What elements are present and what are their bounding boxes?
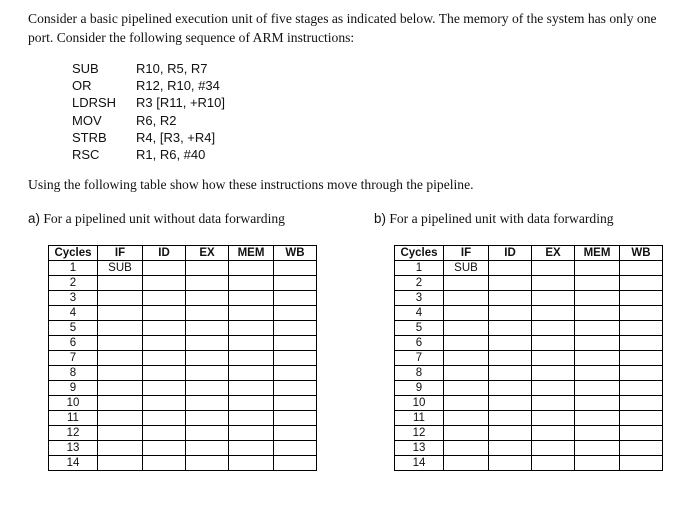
- column-header-id: ID: [489, 246, 532, 261]
- table-row: [395, 276, 663, 291]
- stage-cell-if: [98, 366, 143, 381]
- stage-cell-wb: [620, 441, 663, 456]
- cycle-cell: 2: [395, 276, 444, 291]
- column-header-mem: MEM: [229, 246, 274, 261]
- part-b-text: For a pipelined unit with data forwarding: [389, 211, 614, 226]
- cycle-cell: 10: [49, 396, 98, 411]
- stage-cell-if: [444, 381, 489, 396]
- stage-cell-wb: [274, 396, 317, 411]
- stage-cell-wb: [274, 381, 317, 396]
- stage-cell-mem: [575, 411, 620, 426]
- table-row: [395, 396, 663, 411]
- part-b-letter: b): [374, 211, 386, 226]
- stage-cell-if: [444, 366, 489, 381]
- stage-cell-ex: [186, 456, 229, 471]
- table-row: [49, 261, 317, 276]
- cycle-cell: 4: [395, 306, 444, 321]
- cycle-cell: 12: [395, 426, 444, 441]
- stage-cell-wb: [620, 276, 663, 291]
- instruction-opcode: SUB: [72, 61, 99, 76]
- instruction-opcode: OR: [72, 78, 92, 94]
- stage-cell-mem: [575, 381, 620, 396]
- column-header-ex: EX: [532, 246, 575, 261]
- stage-cell-if: [444, 426, 489, 441]
- stage-cell-if: SUB: [98, 261, 143, 276]
- table-row: [395, 336, 663, 351]
- table-row: [49, 441, 317, 456]
- stage-cell-wb: [620, 426, 663, 441]
- stage-cell-ex: [532, 411, 575, 426]
- intro-paragraph: Consider a basic pipelined execution unit of five stages as indicated below. The memory of the system has only one port. Consider the following sequence of ARM instructions:: [28, 11, 657, 45]
- stage-cell-ex: [532, 336, 575, 351]
- cycle-cell: 14: [395, 456, 444, 471]
- instruction-operands: R6, R2: [136, 112, 177, 128]
- stage-cell-mem: [575, 441, 620, 456]
- stage-cell-id: [143, 336, 186, 351]
- stage-cell-ex: [532, 366, 575, 381]
- stage-cell-mem: [575, 291, 620, 306]
- table-row: [395, 261, 663, 276]
- stage-cell-id: [489, 426, 532, 441]
- stage-cell-if: [444, 411, 489, 426]
- stage-cell-if: [444, 396, 489, 411]
- table-row: [49, 396, 317, 411]
- stage-cell-id: [489, 456, 532, 471]
- stage-cell-id: [489, 291, 532, 306]
- stage-cell-ex: [532, 276, 575, 291]
- stage-cell-if: [444, 351, 489, 366]
- stage-cell-mem: [575, 366, 620, 381]
- stage-cell-wb: [620, 336, 663, 351]
- cycle-cell: 1: [49, 261, 98, 276]
- stage-cell-if: [98, 321, 143, 336]
- stage-cell-mem: [575, 306, 620, 321]
- stage-cell-id: [489, 366, 532, 381]
- stage-cell-mem: [229, 441, 274, 456]
- part-b-label: [374, 211, 614, 227]
- stage-cell-id: [143, 456, 186, 471]
- cycle-cell: 11: [395, 411, 444, 426]
- stage-cell-ex: [186, 366, 229, 381]
- stage-cell-mem: [575, 261, 620, 276]
- stage-cell-wb: [274, 441, 317, 456]
- cycle-cell: 13: [395, 441, 444, 456]
- stage-cell-id: [489, 336, 532, 351]
- stage-cell-ex: [532, 261, 575, 276]
- table-row: [395, 351, 663, 366]
- stage-cell-ex: [532, 426, 575, 441]
- stage-cell-if: [98, 411, 143, 426]
- stage-cell-mem: [229, 261, 274, 276]
- stage-cell-ex: [186, 351, 229, 366]
- stage-cell-id: [143, 366, 186, 381]
- column-header-id: ID: [143, 246, 186, 261]
- instruction-opcode: MOV: [72, 112, 102, 128]
- stage-cell-id: [489, 276, 532, 291]
- stage-cell-wb: [274, 261, 317, 276]
- stage-cell-ex: [186, 396, 229, 411]
- instruction-operands: R4, [R3, +R4]: [136, 129, 216, 145]
- stage-cell-if: [444, 276, 489, 291]
- table-row: [49, 306, 317, 321]
- table-row: [395, 441, 663, 456]
- stage-cell-id: [143, 321, 186, 336]
- stage-cell-ex: [532, 306, 575, 321]
- table-row: [395, 321, 663, 336]
- stage-cell-wb: [274, 321, 317, 336]
- stage-cell-mem: [229, 321, 274, 336]
- stage-cell-mem: [575, 351, 620, 366]
- table-row: [49, 336, 317, 351]
- stage-cell-mem: [575, 426, 620, 441]
- stage-cell-if: [98, 291, 143, 306]
- stage-cell-ex: [186, 441, 229, 456]
- stage-cell-id: [143, 261, 186, 276]
- cycle-cell: 13: [49, 441, 98, 456]
- stage-cell-if: [444, 321, 489, 336]
- stage-cell-if: [98, 396, 143, 411]
- table-row: [395, 411, 663, 426]
- table-row: [49, 426, 317, 441]
- stage-cell-ex: [532, 291, 575, 306]
- column-header-wb: WB: [620, 246, 663, 261]
- stage-cell-id: [489, 261, 532, 276]
- stage-cell-mem: [229, 276, 274, 291]
- stage-cell-if: [444, 456, 489, 471]
- stage-cell-ex: [186, 336, 229, 351]
- stage-cell-wb: [274, 336, 317, 351]
- stage-cell-id: [143, 351, 186, 366]
- stage-cell-wb: [274, 456, 317, 471]
- stage-cell-wb: [620, 351, 663, 366]
- stage-cell-id: [143, 291, 186, 306]
- stage-cell-ex: [186, 306, 229, 321]
- stage-cell-mem: [229, 351, 274, 366]
- cycle-cell: 7: [395, 351, 444, 366]
- stage-cell-id: [143, 441, 186, 456]
- stage-cell-if: [98, 351, 143, 366]
- table-row: [49, 456, 317, 471]
- stage-cell-id: [143, 381, 186, 396]
- usage-instruction: Using the following table show how these instructions move through the pipeline.: [28, 177, 474, 192]
- stage-cell-if: [98, 456, 143, 471]
- stage-cell-if: [98, 336, 143, 351]
- table-row: [395, 456, 663, 471]
- stage-cell-mem: [575, 456, 620, 471]
- stage-cell-ex: [186, 381, 229, 396]
- stage-cell-mem: [229, 411, 274, 426]
- table-header-row: [395, 246, 663, 261]
- cycle-cell: 8: [49, 366, 98, 381]
- stage-cell-id: [489, 411, 532, 426]
- stage-cell-id: [489, 396, 532, 411]
- part-a-label: [28, 211, 285, 227]
- column-header-mem: MEM: [575, 246, 620, 261]
- stage-cell-id: [143, 396, 186, 411]
- instruction-row: [72, 146, 225, 163]
- stage-cell-ex: [532, 321, 575, 336]
- stage-cell-wb: [620, 261, 663, 276]
- cycle-cell: 8: [395, 366, 444, 381]
- stage-cell-wb: [620, 396, 663, 411]
- stage-cell-mem: [229, 456, 274, 471]
- stage-cell-wb: [620, 411, 663, 426]
- instruction-row: [72, 60, 225, 77]
- table-row: [395, 291, 663, 306]
- stage-cell-wb: [620, 306, 663, 321]
- instruction-opcode: RSC: [72, 146, 100, 162]
- stage-cell-wb: [274, 426, 317, 441]
- stage-cell-mem: [229, 426, 274, 441]
- cycle-cell: 3: [395, 291, 444, 306]
- stage-cell-ex: [532, 441, 575, 456]
- cycle-cell: 9: [395, 381, 444, 396]
- cycle-cell: 6: [49, 336, 98, 351]
- instruction-opcode: STRB: [72, 129, 107, 145]
- part-a-text: For a pipelined unit without data forwarding: [43, 211, 285, 226]
- instruction-operands: R10, R5, R7: [136, 61, 208, 76]
- stage-cell-ex: [532, 381, 575, 396]
- table-row: [395, 306, 663, 321]
- table-row: [49, 276, 317, 291]
- stage-cell-id: [143, 306, 186, 321]
- stage-cell-wb: [620, 321, 663, 336]
- stage-cell-id: [489, 306, 532, 321]
- stage-cell-mem: [229, 366, 274, 381]
- stage-cell-wb: [274, 291, 317, 306]
- stage-cell-id: [143, 276, 186, 291]
- stage-cell-if: [444, 441, 489, 456]
- cycle-cell: 3: [49, 291, 98, 306]
- instruction-row: [72, 77, 225, 94]
- instruction-list: [72, 60, 225, 163]
- stage-cell-id: [489, 381, 532, 396]
- stage-cell-if: [98, 441, 143, 456]
- table-row: [395, 426, 663, 441]
- stage-cell-if: SUB: [444, 261, 489, 276]
- stage-cell-mem: [575, 396, 620, 411]
- cycle-cell: 7: [49, 351, 98, 366]
- column-header-cycles: Cycles: [49, 246, 98, 261]
- stage-cell-id: [489, 441, 532, 456]
- pipeline-table-a: [48, 245, 317, 471]
- instruction-row: [72, 112, 225, 129]
- cycle-cell: 4: [49, 306, 98, 321]
- part-a-letter: a): [28, 211, 40, 226]
- instruction-row: [72, 129, 225, 146]
- stage-cell-mem: [575, 336, 620, 351]
- table-row: [49, 411, 317, 426]
- instruction-operands: R1, R6, #40: [136, 146, 206, 162]
- stage-cell-mem: [229, 306, 274, 321]
- stage-cell-ex: [532, 396, 575, 411]
- pipeline-table-b: [394, 245, 663, 471]
- cycle-cell: 6: [395, 336, 444, 351]
- stage-cell-wb: [620, 366, 663, 381]
- stage-cell-wb: [274, 411, 317, 426]
- table-header-row: [49, 246, 317, 261]
- stage-cell-ex: [532, 456, 575, 471]
- column-header-wb: WB: [274, 246, 317, 261]
- stage-cell-id: [143, 426, 186, 441]
- stage-cell-wb: [274, 276, 317, 291]
- stage-cell-mem: [229, 396, 274, 411]
- stage-cell-wb: [620, 456, 663, 471]
- table-row: [49, 381, 317, 396]
- stage-cell-ex: [186, 291, 229, 306]
- table-row: [395, 381, 663, 396]
- table-row: [395, 366, 663, 381]
- instruction-operands: R3 [R11, +R10]: [136, 95, 226, 111]
- table-row: [49, 366, 317, 381]
- stage-cell-ex: [186, 276, 229, 291]
- stage-cell-wb: [274, 366, 317, 381]
- stage-cell-id: [143, 411, 186, 426]
- stage-cell-if: [98, 381, 143, 396]
- cycle-cell: 14: [49, 456, 98, 471]
- stage-cell-if: [444, 306, 489, 321]
- stage-cell-if: [444, 291, 489, 306]
- stage-cell-ex: [186, 321, 229, 336]
- stage-cell-id: [489, 321, 532, 336]
- stage-cell-wb: [620, 291, 663, 306]
- stage-cell-if: [98, 426, 143, 441]
- stage-cell-mem: [229, 336, 274, 351]
- column-header-cycles: Cycles: [395, 246, 444, 261]
- stage-cell-ex: [532, 351, 575, 366]
- stage-cell-ex: [186, 426, 229, 441]
- instruction-opcode: LDRSH: [72, 95, 117, 111]
- stage-cell-mem: [229, 291, 274, 306]
- column-header-if: IF: [98, 246, 143, 261]
- column-header-if: IF: [444, 246, 489, 261]
- stage-cell-if: [98, 276, 143, 291]
- stage-cell-ex: [186, 411, 229, 426]
- stage-cell-wb: [620, 381, 663, 396]
- table-row: [49, 321, 317, 336]
- cycle-cell: 1: [395, 261, 444, 276]
- column-header-ex: EX: [186, 246, 229, 261]
- cycle-cell: 2: [49, 276, 98, 291]
- instruction-operands: R12, R10, #34: [136, 78, 220, 94]
- cycle-cell: 5: [395, 321, 444, 336]
- stage-cell-if: [98, 306, 143, 321]
- stage-cell-if: [444, 336, 489, 351]
- stage-cell-mem: [575, 321, 620, 336]
- stage-cell-wb: [274, 351, 317, 366]
- stage-cell-mem: [575, 276, 620, 291]
- cycle-cell: 12: [49, 426, 98, 441]
- table-row: [49, 351, 317, 366]
- cycle-cell: 9: [49, 381, 98, 396]
- table-row: [49, 291, 317, 306]
- cycle-cell: 11: [49, 411, 98, 426]
- instruction-row: [72, 94, 225, 111]
- stage-cell-mem: [229, 381, 274, 396]
- stage-cell-ex: [186, 261, 229, 276]
- cycle-cell: 5: [49, 321, 98, 336]
- stage-cell-id: [489, 351, 532, 366]
- cycle-cell: 10: [395, 396, 444, 411]
- stage-cell-wb: [274, 306, 317, 321]
